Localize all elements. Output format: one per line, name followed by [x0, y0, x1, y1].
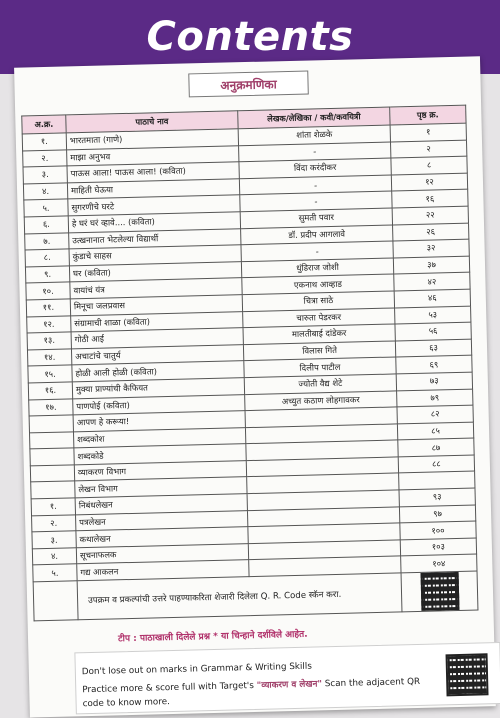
row-title: पत्रलेखन [76, 510, 248, 531]
table-body [22, 123, 477, 582]
row-author: - [239, 142, 391, 162]
row-serial [29, 415, 73, 433]
row-serial [30, 448, 74, 466]
row-page: ८ [391, 156, 467, 174]
row-page: ५६ [395, 322, 471, 340]
row-page: २६ [393, 223, 469, 241]
row-title: वायांचं यंत्र [70, 278, 242, 299]
row-serial: १६. [28, 382, 72, 400]
promo-line-1: Don't lose out on marks in Grammar & Writing Skills [81, 661, 312, 678]
row-title: भारतमाता (गाणे) [66, 129, 238, 150]
row-page: ४६ [394, 289, 470, 307]
row-page: १ [390, 123, 466, 141]
row-page: १०० [400, 521, 476, 539]
row-author: - [239, 175, 391, 195]
row-page: ८२ [397, 405, 473, 423]
contents-page [14, 56, 496, 717]
col-header-serial: अ.क्र. [22, 115, 66, 134]
row-title: शब्दकोडे [74, 444, 246, 465]
row-title: सूचनाफलक [76, 543, 248, 564]
row-author: सुमती पवार [240, 208, 392, 228]
index-heading: अनुक्रमणिका [188, 71, 309, 98]
row-page: ३७ [393, 256, 469, 274]
row-title: कथालेखन [76, 527, 248, 548]
row-title: पाणपोई (कविता) [73, 394, 245, 415]
row-serial: १४. [27, 349, 71, 367]
row-author: विलास गिते [243, 341, 395, 361]
row-page: १६ [392, 190, 468, 208]
row-title: घर (कविता) [69, 261, 241, 282]
row-title: उत्खनानात भेटलेल्या विद्यार्थी [69, 228, 241, 249]
row-serial: १. [22, 133, 66, 151]
row-title: लेखन विभाग [75, 477, 247, 498]
row-serial: ३. [32, 531, 76, 549]
row-page: १०४ [401, 554, 477, 572]
row-title: अचाटांचे चातुर्य [71, 344, 243, 365]
row-serial: १७. [29, 398, 73, 416]
row-serial: ४. [23, 183, 67, 201]
row-serial: ८. [25, 249, 69, 267]
row-serial: १०. [26, 282, 70, 300]
row-page: ७३ [396, 372, 472, 390]
row-serial: ४. [32, 548, 76, 566]
row-page: ६९ [396, 355, 472, 373]
row-serial: ९. [25, 266, 69, 284]
col-header-page: पृष्ठ क्र. [390, 105, 466, 125]
row-title: होळी आली होळी (कविता) [72, 361, 244, 382]
row-title: व्याकरण विभाग [74, 461, 246, 482]
row-serial: ११. [26, 299, 70, 317]
row-title: गद्य आकलन [77, 560, 249, 581]
row-author: मालतीबाई दांडेकर [243, 324, 395, 344]
row-title: मुक्या प्राण्यांची कैफियत [72, 378, 244, 399]
row-title: शब्दकोश [73, 427, 245, 448]
row-author: - [241, 241, 393, 261]
contents-table [21, 105, 478, 622]
row-serial [29, 432, 73, 450]
row-author: - [240, 191, 392, 211]
row-serial: २. [23, 150, 67, 168]
row-page: १०३ [400, 538, 476, 556]
row-author: शांता शेळके [238, 125, 390, 145]
row-serial: ७. [25, 232, 69, 250]
row-serial: ५. [33, 564, 77, 582]
row-serial: ५. [24, 199, 68, 217]
row-author: एकनाथ आव्हाड [242, 274, 394, 294]
row-page: २ [390, 140, 466, 158]
row-page [399, 472, 475, 490]
row-title: गोठी आई [71, 328, 243, 349]
row-page: ४२ [394, 272, 470, 290]
col-header-title: पाठाचे नाव [66, 111, 238, 133]
row-serial [31, 481, 75, 499]
promo-line-2-suffix: Scan the adjacent QR [321, 676, 421, 690]
row-page: ८५ [397, 422, 473, 440]
row-title: आपण हे करूया! [73, 411, 245, 432]
row-page: ८७ [398, 438, 474, 456]
promo-qr-code-icon[interactable] [446, 653, 489, 696]
row-author: डॉ. प्रदीप आगलावे [241, 225, 393, 245]
row-serial: २. [32, 514, 76, 532]
row-serial: ३. [23, 166, 67, 184]
row-page: ९३ [399, 488, 475, 506]
row-title: मिनूचा जलप्रवास [70, 295, 242, 316]
promo-line-3: code to know more. [82, 697, 171, 710]
col-header-author: लेखक/लेखिका / कवी/कवयित्री [238, 107, 390, 129]
footnote: टीप : पाठाखाली दिलेले प्रश्न * या चिन्हाने दर्शविले आहेत. [117, 629, 308, 645]
row-serial: १५. [28, 365, 72, 383]
row-title: हे घरं घरं व्हावे.... (कविता) [68, 212, 240, 233]
row-page: १२ [391, 173, 467, 191]
row-serial [30, 465, 74, 483]
row-page: २२ [392, 206, 468, 224]
row-author: दिलीप पाटील [244, 357, 396, 377]
promo-box [74, 642, 500, 714]
row-author: चारुता पेडरकर [243, 307, 395, 327]
row-author: ज्योती वैद्य शेटे [244, 374, 396, 394]
row-title: पाऊस आला! पाऊस आला! (कविता) [67, 162, 239, 183]
promo-line-2 [82, 675, 420, 695]
row-title: कुंडाचे साहस [69, 245, 241, 266]
row-serial: १२. [27, 315, 71, 333]
row-serial: ६. [24, 216, 68, 234]
row-serial: १. [31, 498, 75, 516]
promo-line-2-prefix: Practice more & score full with Target's [82, 680, 257, 696]
row-page: ७९ [397, 389, 473, 407]
row-author: अच्युत कठाण लोहगावकर [245, 390, 397, 410]
row-author: विंदा करंदीकर [239, 158, 391, 178]
row-serial: १३. [27, 332, 71, 350]
row-page: ५३ [395, 306, 471, 324]
row-title: निबंधलेखन [75, 494, 247, 515]
row-title: माझा अनुभव [67, 145, 239, 166]
row-page: ८८ [398, 455, 474, 473]
row-title: माहिती घेऊया [67, 179, 239, 200]
row-page: ९७ [399, 505, 475, 523]
row-title: सुगरणीचे घरटे [68, 195, 240, 216]
banner-title: Contents [146, 14, 354, 60]
qr-code-icon[interactable] [420, 572, 459, 611]
row-author: धुंडिराज जोशी [241, 258, 393, 278]
row-title: संग्रामाची शाळा (कविता) [71, 311, 243, 332]
row-page: ६३ [395, 339, 471, 357]
qr-instruction: उपक्रम व प्रकल्पांची उत्तरे पाहण्याकरिता शेजारी दिलेला Q. R. Code स्कॅन करा. [77, 573, 402, 620]
promo-book-name: "व्याकरण व लेखन" [256, 679, 323, 691]
row-page: ३२ [393, 239, 469, 257]
row-author: चित्रा साठे [242, 291, 394, 311]
